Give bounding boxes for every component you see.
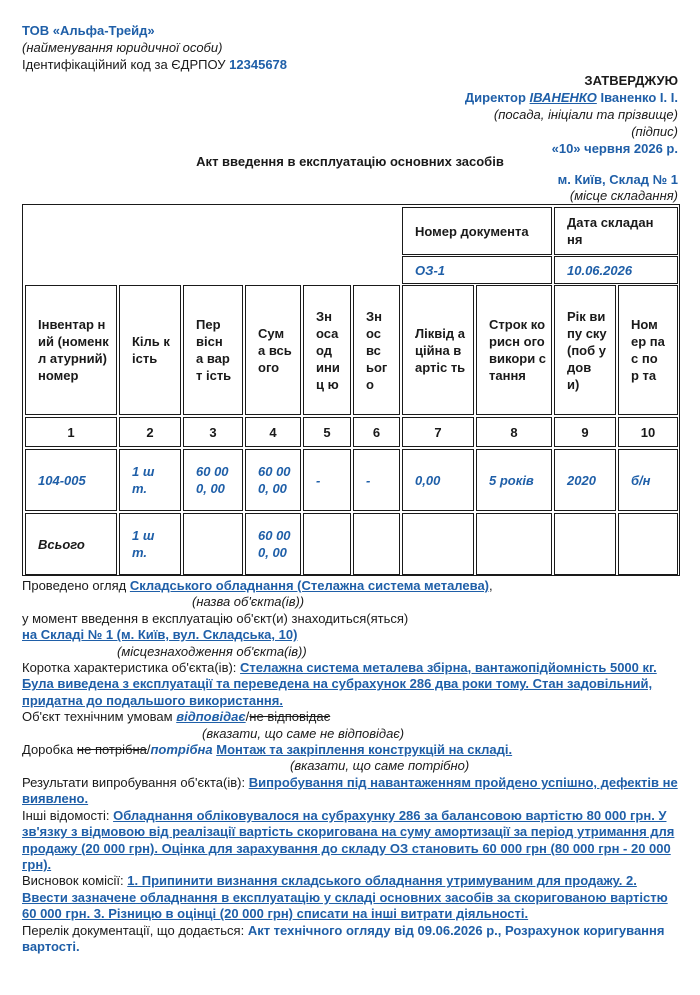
approval-date: «10» червня 2026 р. [551, 141, 678, 156]
col-number-1: 1 [25, 417, 117, 447]
tech-line: Об'єкт технічним умовам відповідає/не відповідає [22, 709, 331, 725]
row-total-sum: 60 000, 00 [245, 449, 301, 511]
director-name: Іваненко І. І. [600, 90, 678, 105]
col-header-1: Інвентар ний (номенкл атурний) номер [25, 285, 117, 415]
col-header-3: Пер вісн а варт ість [183, 285, 243, 415]
act-body [22, 578, 678, 955]
rework-label: Доробка [22, 742, 74, 758]
other-line [22, 808, 678, 874]
edrpou-value: 12345678 [229, 57, 288, 72]
rework-line: Доробка не потрібна/потрібна Монтаж та закріплення конструкцій на складі. [22, 742, 513, 758]
col-header-8: Строк корисн ого викори стання [476, 285, 552, 415]
characteristic-label: Коротка характеристика об'єкта(ів): [22, 660, 237, 676]
row-initial-cost: 60 000, 00 [183, 449, 243, 511]
col-number-5: 5 [303, 417, 351, 447]
total-empty-10 [618, 513, 678, 575]
location-value: на Складі № 1 (м. Київ, вул. Складська, 10) [22, 627, 298, 643]
col-header-7: Ліквід аційна вартіс ть [402, 285, 474, 415]
test-label: Результати випробування об'єкта(ів): [22, 774, 246, 790]
col-number-6: 6 [353, 417, 400, 447]
rework-value: Монтаж та закріплення конструкцій на складі. [216, 742, 513, 758]
tech-note: (вказати, що саме не відповідає) [202, 725, 405, 741]
row-wear-unit: - [303, 449, 351, 511]
other-value: Обладнання обліковувалося на субрахунку 286 за балансовою вартістю 80 000 грн. У зв'язку з відмовою від реалізації вартість скоригована на суму амортизації за період утримання для продажу (20 000 грн). Оцінка для зарахування до складу ОЗ становить 60 000 грн (80 000 грн - 20 000 грн). [22, 807, 675, 872]
col-number-4: 4 [245, 417, 301, 447]
approval-block [465, 72, 678, 157]
total-sum: 60 000, 00 [245, 513, 301, 575]
total-empty-8 [476, 513, 552, 575]
characteristic-line [22, 660, 678, 709]
total-quantity: 1 шт. [119, 513, 181, 575]
director-line [465, 89, 678, 106]
col-header-5: Зн оса од иниц ю [303, 285, 351, 415]
director-surname: IВАНЕНКО [529, 90, 597, 105]
rework-note: (вказати, що саме потрібно) [290, 758, 470, 774]
col-number-10: 10 [618, 417, 678, 447]
signature-note: (підпис) [631, 124, 678, 139]
test-value: Випробування під навантаженням пройдено успішно, дефектів не виявлено. [22, 774, 678, 807]
inspection-label: Проведено огляд [22, 578, 127, 593]
col-header-4: Сум а всь ого [245, 285, 301, 415]
location-label: у момент введення в експлуатацію об'єкт(и) знаходиться(яться) [22, 610, 409, 626]
director-prefix: Директор [464, 90, 526, 105]
test-line [22, 775, 678, 808]
tech-no: не відповідає [249, 709, 331, 725]
docs-line [22, 923, 678, 956]
doc-date-value: 10.06.2026 [554, 256, 678, 284]
docs-value: Акт технічного огляду від 09.06.2026 р., Розрахунок коригування вартості. [22, 922, 665, 954]
act-title: Акт введення в експлуатацію основних засобів [196, 154, 504, 169]
total-empty-7 [402, 513, 474, 575]
company-name: ТОВ «Альфа-Трейд» [22, 23, 155, 38]
inspection-line: Проведено огляд Складського обладнання (Стелажна система металева), [22, 578, 493, 593]
col-number-9: 9 [554, 417, 616, 447]
assets-table [22, 204, 680, 576]
edrpou-line [22, 56, 287, 73]
tech-yes: відповідає [176, 709, 246, 725]
rework-yes: потрібна [150, 742, 213, 758]
tech-label: Об'єкт технічним умовам [22, 709, 173, 725]
col-number-3: 3 [183, 417, 243, 447]
row-wear-total: - [353, 449, 400, 511]
col-header-10: Ном ер пас пор та [618, 285, 678, 415]
inspection-note: (назва об'єкта(ів)) [192, 594, 305, 610]
doc-number-value: ОЗ-1 [402, 256, 552, 284]
doc-date-header: Дата складання [554, 207, 678, 255]
characteristic-value: Стелажна система металева збірна, вантажопідйомність 5000 кг. Була виведена з експлуатації та переведена на субрахунок 286 два роки тому. Стан задовільний, придатна до подальшого використання. [22, 660, 657, 708]
total-label: Всього [25, 513, 117, 575]
company-block [22, 22, 287, 73]
position-note: (посада, ініціали та прізвище) [493, 107, 678, 122]
total-empty-5 [303, 513, 351, 575]
doc-number-header: Номер документа [402, 207, 552, 255]
col-number-7: 7 [402, 417, 474, 447]
rework-no: не потрібна [76, 742, 147, 758]
conclusion-value: 1. Припинити визнання складського обладнання утримуваним для продажу. 2. Ввести зазначене обладнання в експлуатацію у складі основних засобів за скоригованою вартістю 60 000 грн. 3. Різницю в оцінці (20 000 грн) списати на інші витрати діяльності. [22, 873, 668, 922]
conclusion-label: Висновок комісії: [22, 873, 124, 889]
col-header-9: Рік випу ску (поб удов и) [554, 285, 616, 415]
place-value: м. Київ, Склад № 1 [557, 172, 678, 187]
row-inventory-number: 104-005 [25, 449, 117, 511]
place-note: (місце складання) [569, 188, 678, 203]
total-empty-6 [353, 513, 400, 575]
conclusion-line [22, 873, 678, 922]
other-label: Інші відомості: [22, 807, 110, 823]
col-number-2: 2 [119, 417, 181, 447]
company-note: (найменування юридичної особи) [22, 40, 223, 55]
row-year: 2020 [554, 449, 616, 511]
inspection-value: Складського обладнання (Стелажна система металева) [129, 578, 490, 593]
total-empty-3 [183, 513, 243, 575]
row-passport-number: б/н [618, 449, 678, 511]
col-header-2: Кіль кість [119, 285, 181, 415]
edrpou-label: Ідентифікаційний код за ЄДРПОУ [22, 57, 226, 72]
col-number-8: 8 [476, 417, 552, 447]
approval-title: ЗАТВЕРДЖУЮ [584, 73, 678, 88]
row-useful-life: 5 років [476, 449, 552, 511]
col-header-6: Зн ос вс ього [353, 285, 400, 415]
place-block [558, 172, 678, 204]
row-liquidation-value: 0,00 [402, 449, 474, 511]
docs-label: Перелік документації, що додається: [22, 922, 245, 938]
total-empty-9 [554, 513, 616, 575]
row-quantity: 1 шт. [119, 449, 181, 511]
location-note: (місцезнаходження об'єкта(ів)) [117, 643, 307, 659]
